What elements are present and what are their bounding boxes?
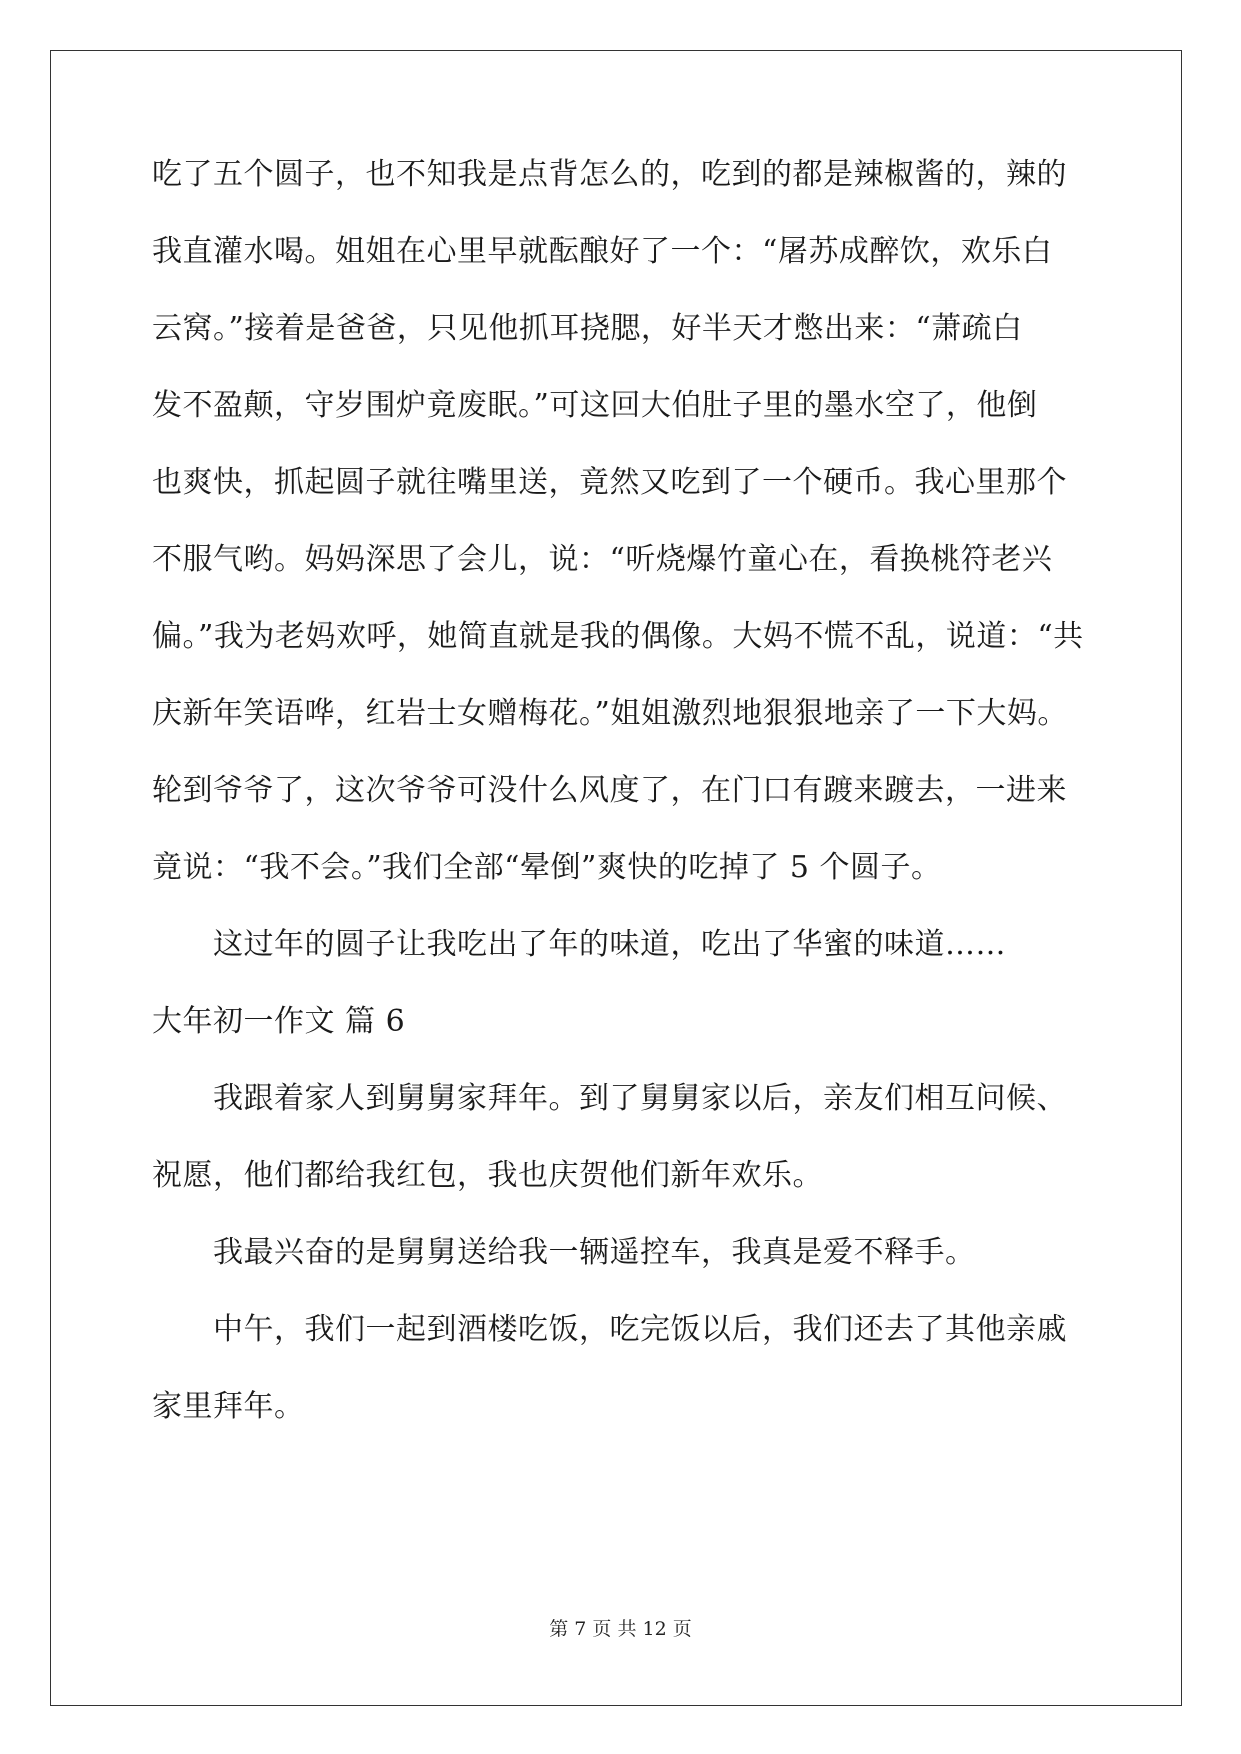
paragraph-line: 吃了五个圆子，也不知我是点背怎么的，吃到的都是辣椒酱的，辣的 [152, 157, 1067, 192]
paragraph-line: 家里拜年。 [152, 1389, 305, 1424]
paragraph-line: 我最兴奋的是舅舅送给我一辆遥控车，我真是爱不释手。 [152, 1235, 976, 1270]
paragraph-line: 云窝。”接着是爸爸，只见他抓耳挠腮，好半天才憋出来：“萧疏白 [152, 311, 1023, 346]
paragraph-line: 这过年的圆子让我吃出了年的味道，吃出了华蜜的味道…… [152, 927, 1006, 962]
paragraph-line: 也爽快，抓起圆子就往嘴里送，竟然又吃到了一个硬币。我心里那个 [152, 465, 1067, 500]
paragraph-line: 不服气哟。妈妈深思了会儿，说：“听烧爆竹童心在，看换桃符老兴 [152, 542, 1053, 577]
section-heading: 大年初一作文 篇 6 [152, 1004, 406, 1039]
paragraph-line: 发不盈颠，守岁围炉竟废眠。”可这回大伯肚子里的墨水空了，他倒 [152, 388, 1038, 423]
paragraph-line: 庆新年笑语哗，红岩士女赠梅花。”姐姐激烈地狠狠地亲了一下大妈。 [152, 696, 1068, 731]
paragraph-line: 竟说：“我不会。”我们全部“晕倒”爽快的吃掉了 5 个圆子。 [152, 850, 942, 885]
paragraph-line: 祝愿，他们都给我红包，我也庆贺他们新年欢乐。 [152, 1158, 823, 1193]
paragraph-line: 我跟着家人到舅舅家拜年。到了舅舅家以后，亲友们相互问候、 [152, 1081, 1067, 1116]
paragraph-line: 偏。”我为老妈欢呼，她简直就是我的偶像。大妈不慌不乱，说道：“共 [152, 619, 1084, 654]
paragraph-line: 我直灌水喝。姐姐在心里早就酝酿好了一个：“屠苏成醉饮，欢乐白 [152, 234, 1053, 269]
paragraph-line: 轮到爷爷了，这次爷爷可没什么风度了，在门口有踱来踱去，一进来 [152, 773, 1067, 808]
page-number-footer: 第 7 页 共 12 页 [549, 1618, 692, 1640]
paragraph-line: 中午，我们一起到酒楼吃饭，吃完饭以后，我们还去了其他亲戚 [152, 1312, 1067, 1347]
